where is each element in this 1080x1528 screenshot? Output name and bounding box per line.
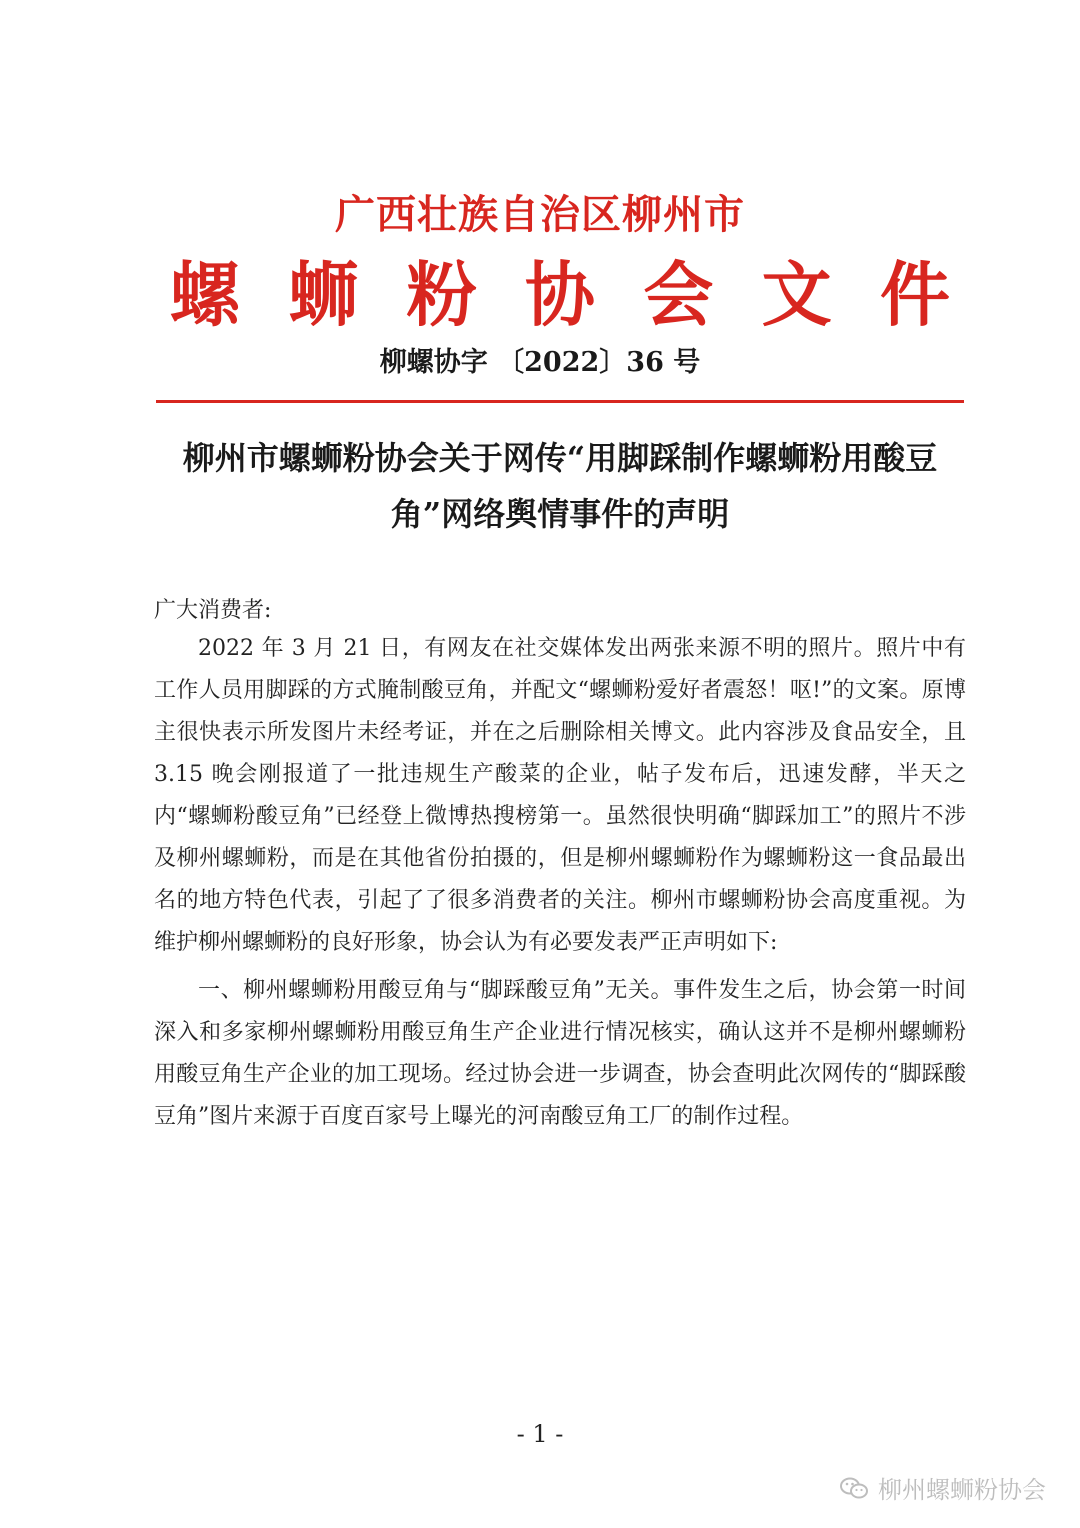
statement-title: 柳州市螺蛳粉协会关于网传“用脚踩制作螺蛳粉用酸豆角”网络舆情事件的声明 [182, 439, 938, 533]
issuer-line-1: 广西壮族自治区柳州市 [335, 191, 745, 238]
wechat-icon [840, 1476, 868, 1500]
document-number: 柳螺协字 〔2022〕36 号 [379, 347, 701, 378]
body-paragraph-1: 2022 年 3 月 21 日，有网友在社交媒体发出两张来源不明的照片。照片中有工作人员用脚踩的方式腌制酸豆角，并配文“螺蛳粉爱好者震怒！呕!”的文案。原博主很快表示所发图片未经考证，并在之后删除相关博文。此内容涉及食品安全，且 3.15 晚会刚报道了一批违规生产酸菜的企业，帖子发布后，迅速发酵，半天之内“螺蛳粉酸豆角”已经登上微博热搜榜第一。虽然很快明确“脚踩加工”的照片不涉及柳州螺蛳粉，而是在其他省份拍摄的，但是柳州螺蛳粉作为螺蛳粉这一食品最出名的地方特色代表，引起了了很多消费者的关注。柳州市螺蛳粉协会高度重视。为维护柳州螺蛳粉的良好形象，协会认为有必要发表严正声明如下: [154, 636, 966, 955]
watermark-text: 柳州螺蛳粉协会 [878, 1476, 1046, 1504]
issuer-line-2: 螺蛳粉协会文件 [170, 254, 950, 336]
wechat-watermark [840, 1470, 1046, 1505]
salutation: 广大消费者: [154, 598, 272, 623]
body-paragraph-2: 一、柳州螺蛳粉用酸豆角与“脚踩酸豆角”无关。事件发生之后，协会第一时间深入和多家柳州螺蛳粉用酸豆角生产企业进行情况核实，确认这并不是柳州螺蛳粉用酸豆角生产企业的加工现场。经过协会进一步调查，协会查明此次网传的“脚踩酸豆角”图片来源于百度百家号上曝光的河南酸豆角工厂的制作过程。 [154, 978, 966, 1129]
page-number: - 1 - [516, 1420, 564, 1448]
red-divider [156, 400, 964, 403]
